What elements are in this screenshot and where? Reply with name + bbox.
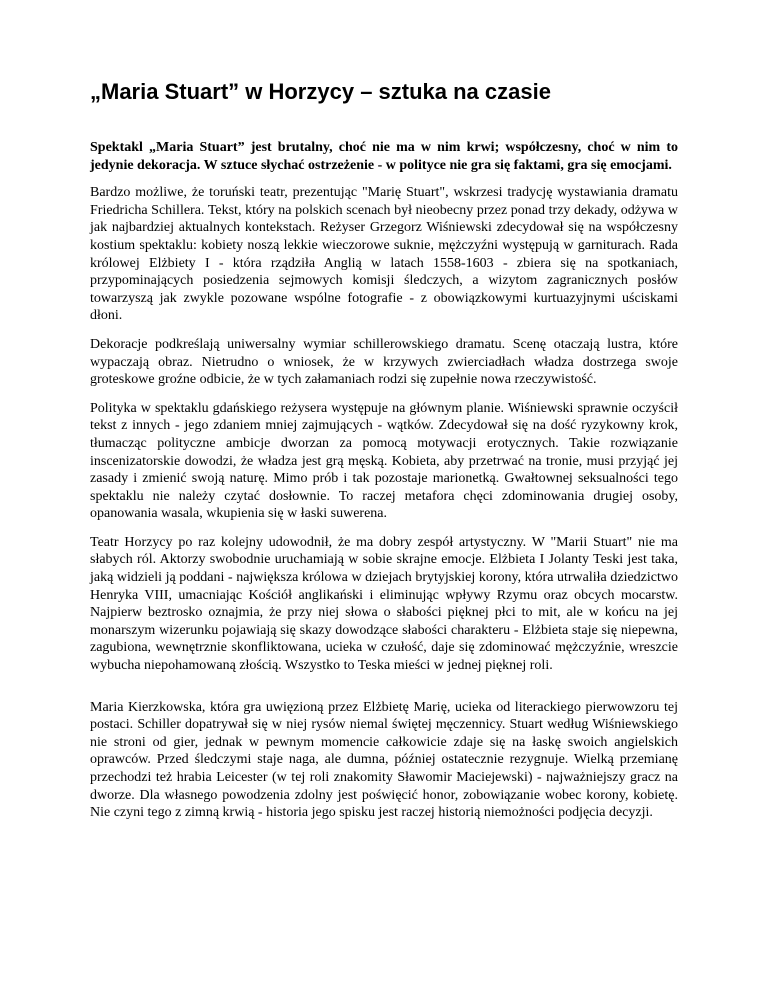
article-lead: Spektakl „Maria Stuart” jest brutalny, choć nie ma w nim krwi; współczesny, choć w nim to jedynie dekoracja. W sztuce słychać ostrzeżenie - w polityce nie gra się faktami, gra się emocjami.	[90, 140, 678, 173]
article-paragraph: Bardzo możliwe, że toruński teatr, prezentując "Marię Stuart", wskrzesi tradycję wystawiania dramatu Friedricha Schillera. Tekst, który na polskich scenach był nieobecny przez ponad trzy dekady, odżywa w jak najbardziej aktualnych kontekstach. Reżyser Grzegorz Wiśniewski zdecydował się na współczesny kostium spektaklu: kobiety noszą lekkie wieczorowe suknie, mężczyźni występują w garniturach. Rada królowej Elżbiety I - która rządziła Anglią w latach 1558-1603 - zbiera się na spotkaniach, przypominających posiedzenia sejmowych komisji śledczych, a wizytom zagranicznych posłów towarzyszą jak zwykle pozowane wspólne fotografie - z obowiązkowymi kurtuazyjnymi uściskami dłoni.	[90, 185, 678, 324]
article-paragraph: Polityka w spektaklu gdańskiego reżysera występuje na głównym planie. Wiśniewski sprawnie oczyścił tekst z innych - jego zdaniem mniej zajmujących - wątków. Zdecydował się na dość ryzykowny krok, tłumacząc polityczne ambicje dworzan za pomocą motywacji erotycznych. Takie rozwiązanie inscenizatorskie dowodzi, że władza jest grą męską. Kobieta, aby przetrwać na tronie, musi przyjąć jej zasady i zmienić swoją naturę. Mimo prób i tak pozostaje marionetką. Gwałtownej seksualności tego spektaklu nie należy czytać dosłownie. To raczej metafora chęci zdominowania drugiej osoby, opanowania wasala, wkupienia się w łaski suwerena.	[90, 400, 678, 522]
article-paragraph: Maria Kierzkowska, która gra uwięzioną przez Elżbietę Marię, ucieka od literackiego pierwowzoru tej postaci. Schiller dopatrywał się w niej rysów niemal świętej męczennicy. Stuart według Wiśniewskiego nie stroni od gier, jednak w pewnym momencie całkowicie zdaje się na łaskę swoich angielskich oprawców. Przed śledczymi staje naga, ale dumna, później ostatecznie rezygnuje. Wielką przemianę przechodzi też hrabia Leicester (w tej roli znakomity Sławomir Maciejewski) - najważniejszy gracz na dworze. Dla własnego powodzenia zdolny jest poświęcić honor, zobowiązanie wobec korony, kobietę. Nie czyni tego z zimną krwią - historia jego spisku jest raczej historią niemożności podjęcia decyzji.	[90, 699, 678, 821]
article-paragraph: Teatr Horzycy po raz kolejny udowodnił, że ma dobry zespół artystyczny. W "Marii Stuart" nie ma słabych ról. Aktorzy swobodnie uruchamiają w sobie skrajne emocje. Elżbieta I Jolanty Teski jest taka, jaką widzieli ją poddani - największa królowa w dziejach brytyjskiej korony, która utrwaliła dziedzictwo Henryka VIII, umacniając Kościół anglikański i eliminując wpływy Rzymu oraz obcych mocarstw. Najpierw beztrosko oznajmia, że przy niej słowa o słabości pięknej płci to mit, ale w końcu na jej monarszym wizerunku pojawiają się skazy dowodzące słabości charakteru - Elżbieta staje się niepewna, zagubiona, wewnętrznie skonfliktowana, ucieka w czułość, daje się zdominować mężczyźnie, wreszcie wybucha niepohamowaną złością. Wszystko to Teska mieści w jednej pięknej roli.	[90, 534, 678, 674]
article-paragraph: Dekoracje podkreślają uniwersalny wymiar schillerowskiego dramatu. Scenę otaczają lustra, które wypaczają obraz. Nietrudno o wniosek, że w krzywych zwierciadłach władza dostrzega swoje groteskowe groźne odbicie, że w tych załamaniach rodzi się zupełnie nowa rzeczywistość.	[90, 336, 678, 388]
article-title: „Maria Stuart” w Horzycy – sztuka na czasie	[90, 79, 551, 104]
document-page	[90, 78, 678, 833]
